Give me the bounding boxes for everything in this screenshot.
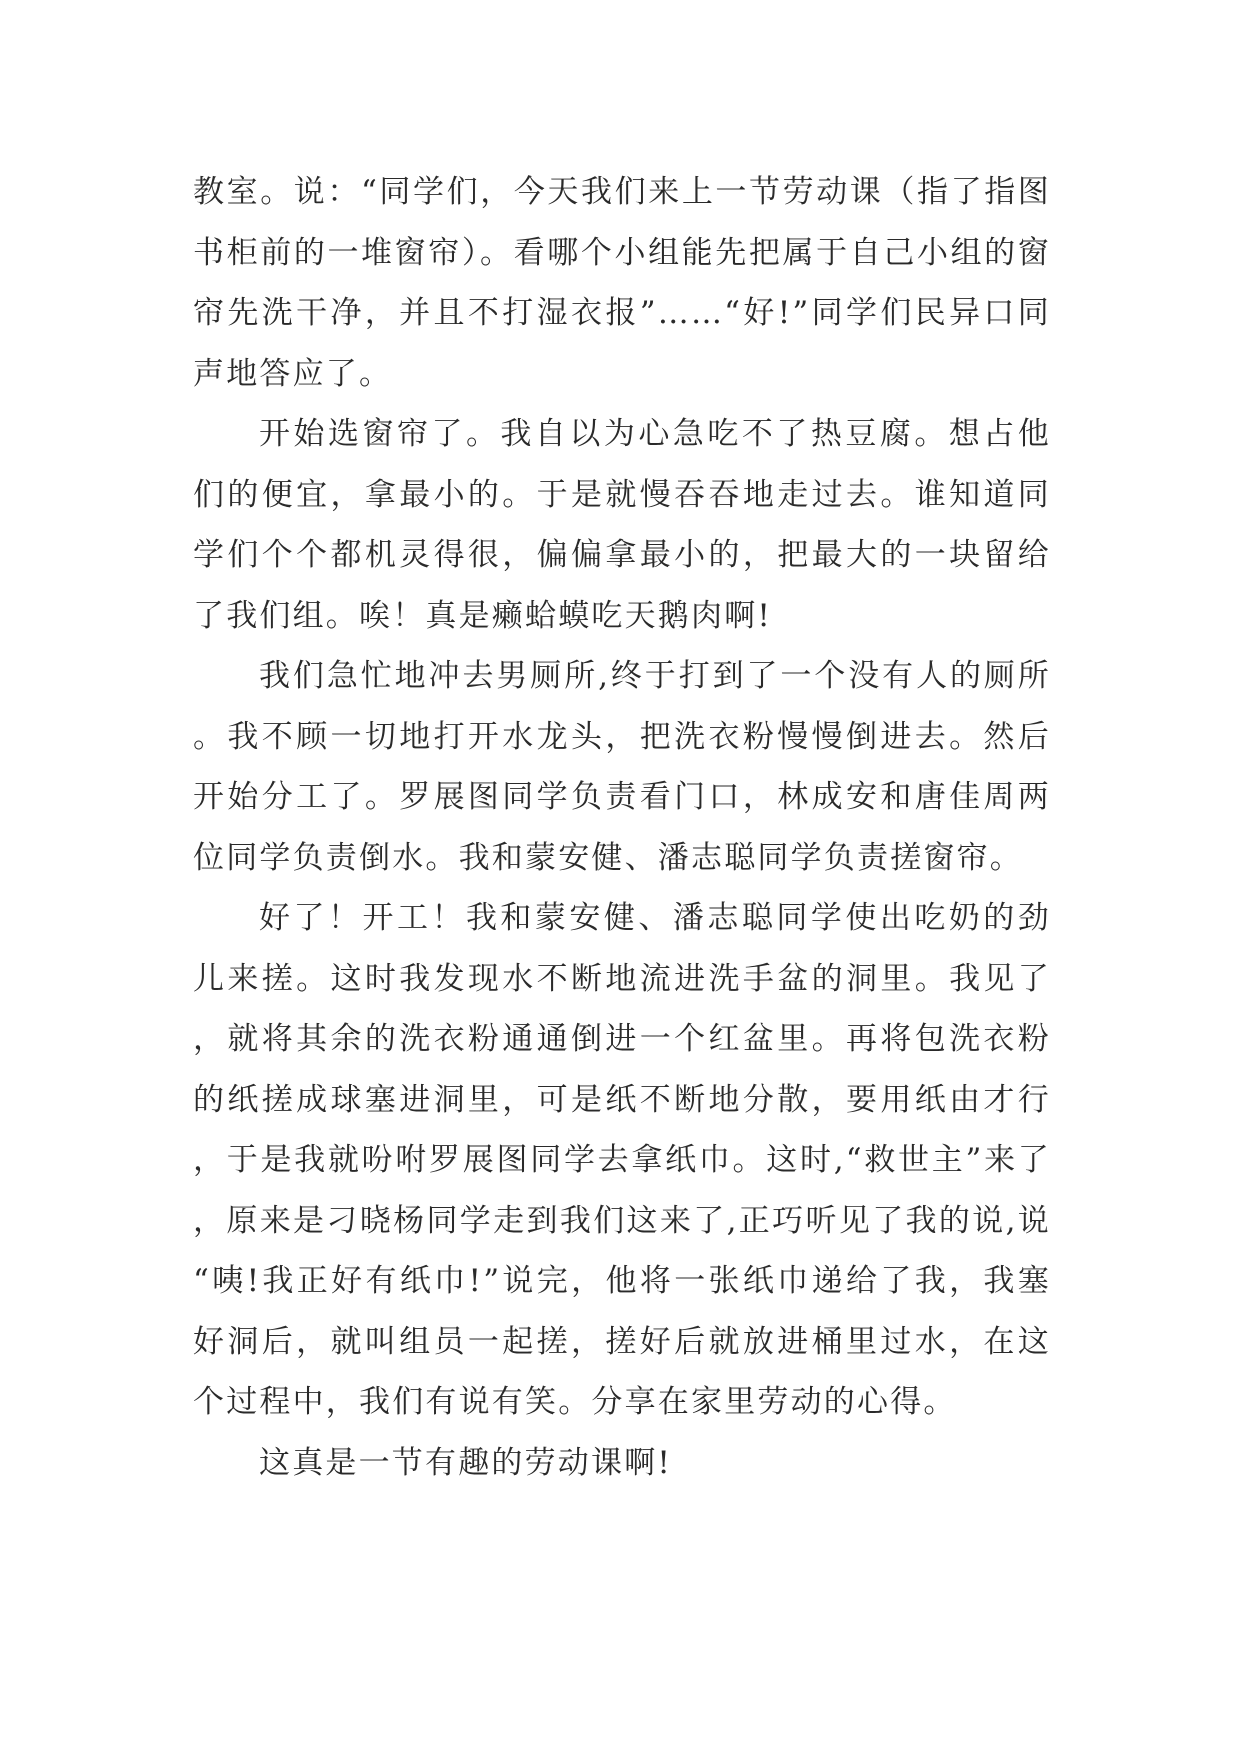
essay-body <box>193 162 1051 1493</box>
paragraph-3: 我们急忙地冲去男厕所,终于打到了一个没有人的厕所。我不顾一切地打开水龙头，把洗衣粉慢慢倒进去。然后开始分工了。罗展图同学负责看门口，林成安和唐佳周两位同学负责倒水。我和蒙安健、潘志聪同学负责搓窗帘。 <box>193 658 1051 876</box>
paragraph-4: 好了！开工！我和蒙安健、潘志聪同学使出吃奶的劲儿来搓。这时我发现水不断地流进洗手盆的洞里。我见了，就将其余的洗衣粉通通倒进一个红盆里。再将包洗衣粉的纸搓成球塞进洞里，可是纸不断地分散，要用纸由才行，于是我就吩咐罗展图同学去拿纸巾。这时,“救世主”来了，原来是刁晓杨同学走到我们这来了,正巧听见了我的说,说“咦!我正好有纸巾!”说完，他将一张纸巾递给了我，我塞好洞后，就叫组员一起搓，搓好后就放进桶里过水，在这个过程中，我们有说有笑。分享在家里劳动的心得。 <box>193 900 1051 1420</box>
paragraph-1: 教室。说：“同学们，今天我们来上一节劳动课（指了指图书柜前的一堆窗帘）。看哪个小组能先把属于自己小组的窗帘先洗干净，并且不打湿衣报”……“好!”同学们民异口同声地答应了。 <box>193 174 1051 392</box>
paragraph-5: 这真是一节有趣的劳动课啊! <box>259 1444 673 1481</box>
paragraph-2: 开始选窗帘了。我自以为心急吃不了热豆腐。想占他们的便宜，拿最小的。于是就慢吞吞地走过去。谁知道同学们个个都机灵得很，偏偏拿最小的，把最大的一块留给了我们组。唉！真是癞蛤蟆吃天鹅肉啊! <box>193 416 1051 634</box>
